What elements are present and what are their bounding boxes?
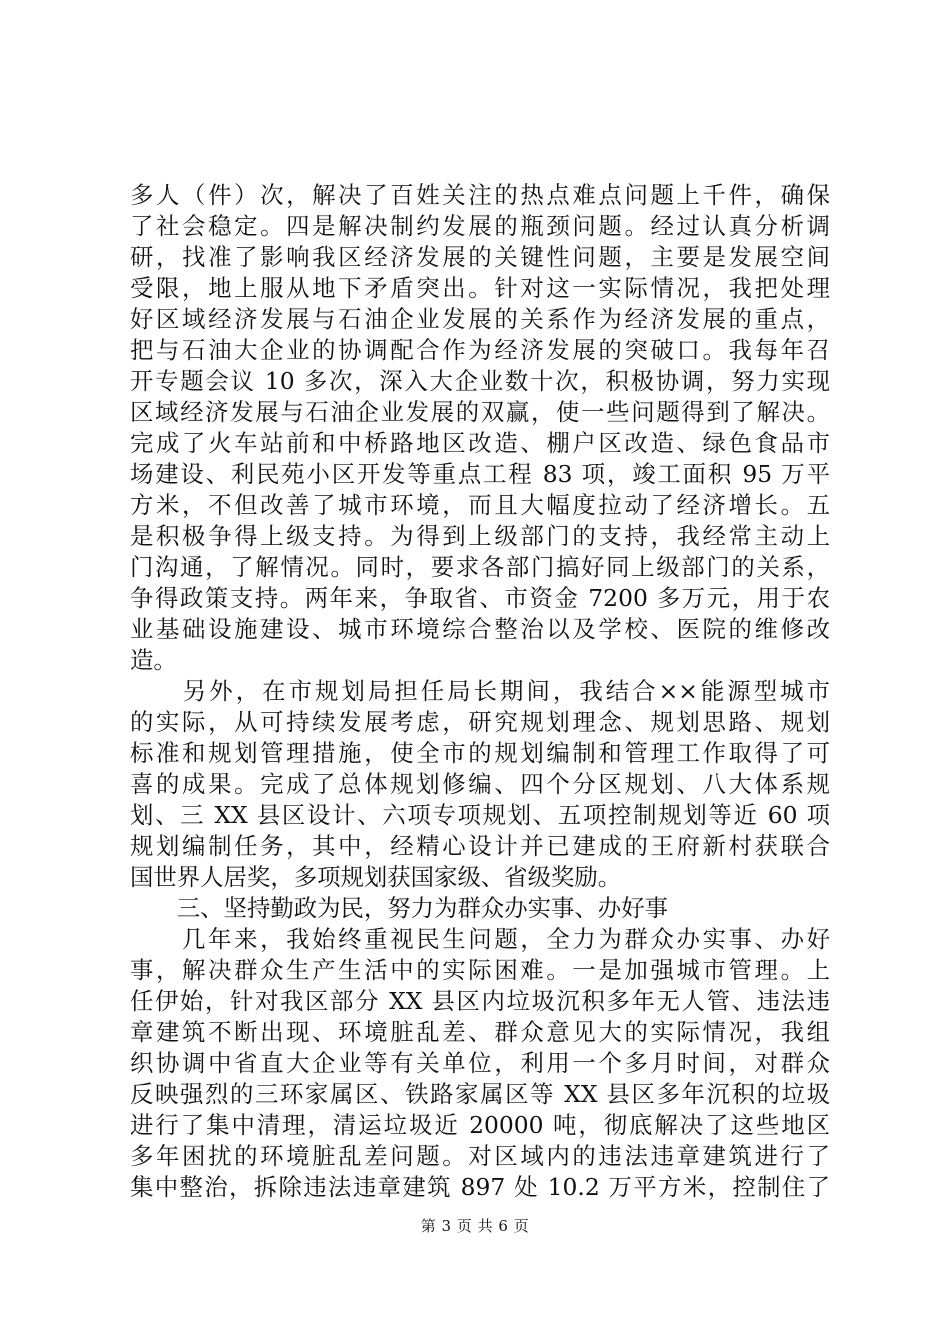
text-line: 争得政策支持。两年来，争取省、市资金 7200 多万元，用于农 <box>130 584 830 612</box>
text-line: 三、坚持勤政为民，努力为群众办实事、办好事 <box>130 894 668 922</box>
text-line: 区域经济发展与石油企业发展的双赢，使一些问题得到了解决。 <box>130 398 830 426</box>
text-line: 织协调中省直大企业等有关单位，利用一个多月时间，对群众 <box>130 1049 830 1077</box>
body-text <box>130 180 830 1203</box>
text-line: 了社会稳定。四是解决制约发展的瓶颈问题。经过认真分析调 <box>130 212 830 240</box>
text-line: 业基础设施建设、城市环境综合整治以及学校、医院的维修改 <box>130 615 830 643</box>
text-line: 喜的成果。完成了总体规划修编、四个分区规划、八大体系规 <box>130 770 830 798</box>
text-line: 多人（件）次，解决了百姓关注的热点难点问题上千件，确保 <box>130 181 830 209</box>
text-line: 集中整治，拆除违法违章建筑 897 处 10.2 万平方米，控制住了 <box>130 1173 830 1201</box>
text-line: 国世界人居奖，多项规划获国家级、省级奖励。 <box>130 863 622 891</box>
text-line: 造。 <box>130 646 177 674</box>
text-line: 事，解决群众生产生活中的实际困难。一是加强城市管理。上 <box>130 956 830 984</box>
text-line: 受限，地上服从地下矛盾突出。针对这一实际情况，我把处理 <box>130 274 830 302</box>
text-line: 章建筑不断出现、环境脏乱差、群众意见大的实际情况，我组 <box>130 1018 830 1046</box>
text-line: 门沟通，了解情况。同时，要求各部门搞好同上级部门的关系， <box>130 553 830 581</box>
text-line: 标准和规划管理措施，使全市的规划编制和管理工作取得了可 <box>130 739 830 767</box>
text-line: 进行了集中清理，清运垃圾近 20000 吨，彻底解决了这些地区 <box>130 1111 830 1139</box>
text-line: 的实际，从可持续发展考虑，研究规划理念、规划思路、规划 <box>130 708 830 736</box>
text-line: 规划编制任务，其中，经精心设计并已建成的王府新村获联合 <box>130 832 830 860</box>
text-line: 另外，在市规划局担任局长期间，我结合××能源型城市 <box>130 677 830 705</box>
text-line: 好区域经济发展与石油企业发展的关系作为经济发展的重点， <box>130 305 830 333</box>
text-line: 是积极争得上级支持。为得到上级部门的支持，我经常主动上 <box>130 522 830 550</box>
text-line: 划、三 XX 县区设计、六项专项规划、五项控制规划等近 60 项 <box>130 801 830 829</box>
text-line: 方米，不但改善了城市环境，而且大幅度拉动了经济增长。五 <box>130 491 830 519</box>
text-line: 多年困扰的环境脏乱差问题。对区域内的违法违章建筑进行了 <box>130 1142 830 1170</box>
text-line: 完成了火车站前和中桥路地区改造、棚户区改造、绿色食品市 <box>130 429 830 457</box>
page-footer: 第 3 页 共 6 页 <box>420 1217 530 1235</box>
text-line: 研，找准了影响我区经济发展的关键性问题，主要是发展空间 <box>130 243 830 271</box>
text-line: 反映强烈的三环家属区、铁路家属区等 XX 县区多年沉积的垃圾 <box>130 1080 830 1108</box>
text-line: 任伊始，针对我区部分 XX 县区内垃圾沉积多年无人管、违法违 <box>130 987 830 1015</box>
text-line: 开专题会议 10 多次，深入大企业数十次，积极协调，努力实现 <box>130 367 830 395</box>
text-line: 几年来，我始终重视民生问题，全力为群众办实事、办好 <box>130 925 830 953</box>
text-line: 把与石油大企业的协调配合作为经济发展的突破口。我每年召 <box>130 336 830 364</box>
text-line: 场建设、利民苑小区开发等重点工程 83 项，竣工面积 95 万平 <box>130 460 830 488</box>
